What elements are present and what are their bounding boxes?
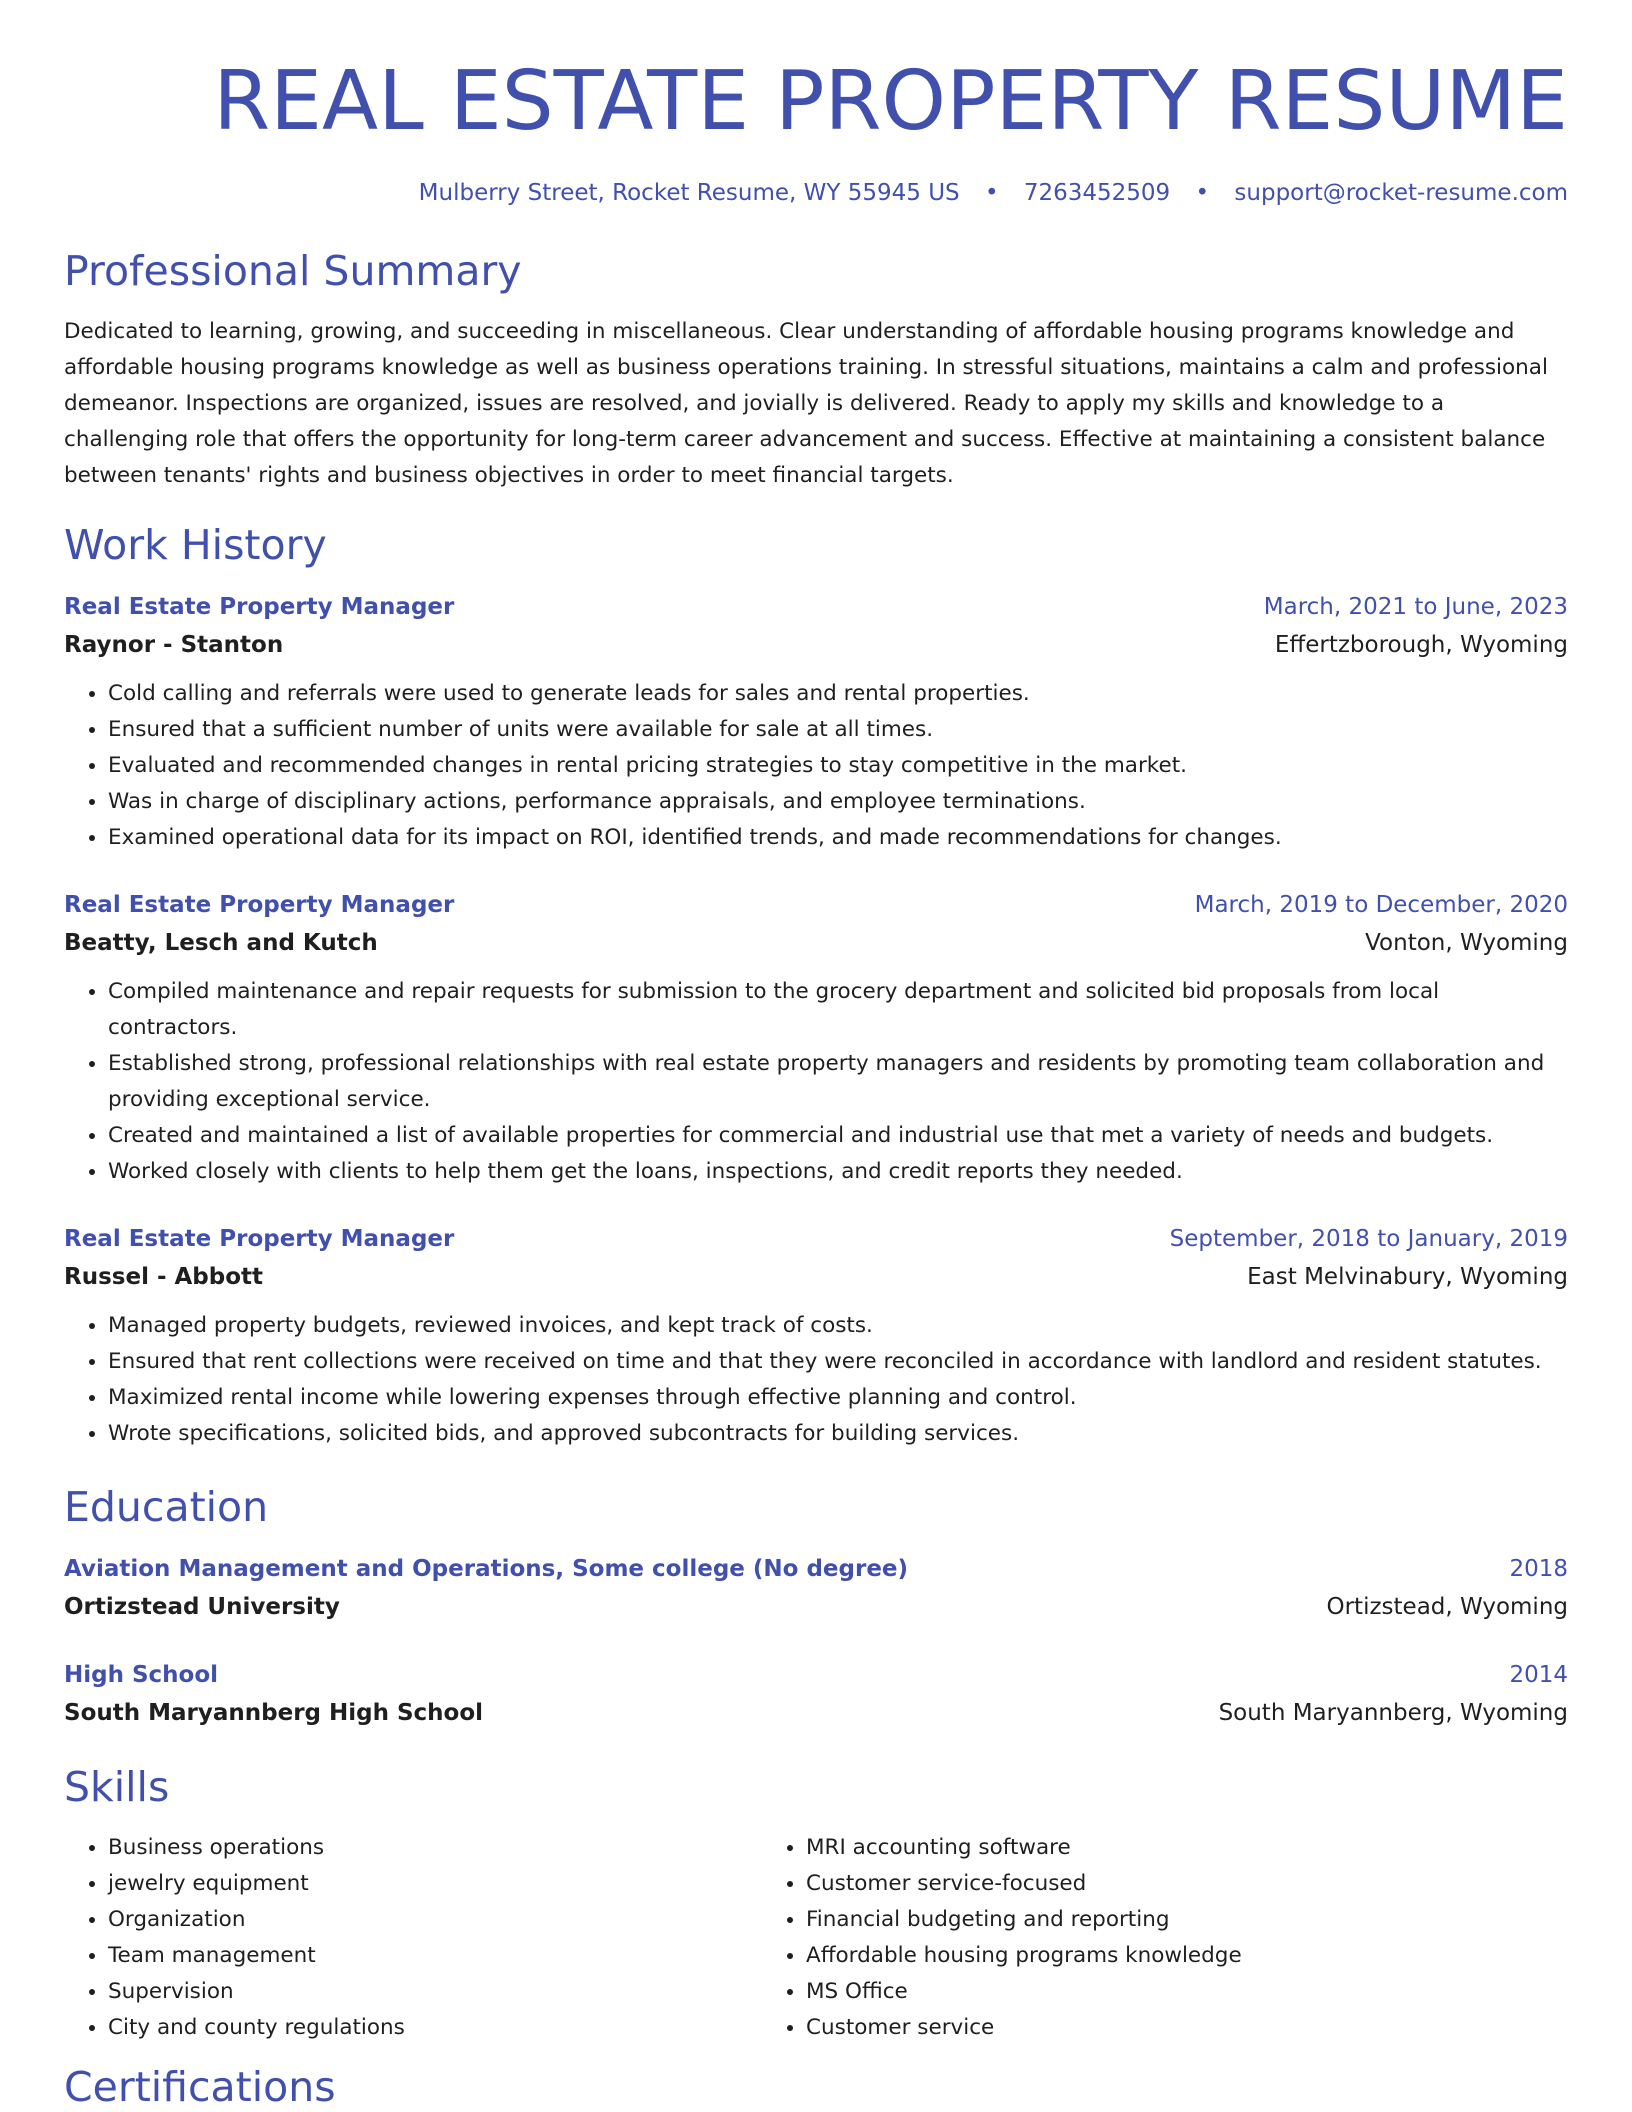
skill-item: • Organization [108,1902,762,1938]
education-year: 2018 [1509,1556,1568,1582]
education-degree: Aviation Management and Operations, Some college (No degree) [64,1556,909,1582]
education-school-row [64,1588,1568,1626]
job-company: Raynor - Stanton [64,632,284,658]
job-entry [64,1220,1568,1452]
job-bullet: • Cold calling and referrals were used to generate leads for sales and rental properties. [108,676,1568,712]
job-bullet: • Evaluated and recommended changes in rental pricing strategies to stay competitive in the market. [108,748,1568,784]
job-role: Real Estate Property Manager [64,892,455,918]
job-company: Beatty, Lesch and Kutch [64,930,378,956]
address-text: Mulberry Street, Rocket Resume, WY 55945 US [418,180,960,206]
contact-separator: • [984,180,999,206]
job-bullet: • Created and maintained a list of available properties for commercial and industrial use that met a variety of needs and budgets. [108,1118,1568,1154]
education-degree: High School [64,1662,219,1688]
skills-column-right [762,1830,1460,2046]
contact-line [64,178,1568,208]
summary-text: Dedicated to learning, growing, and succeeding in miscellaneous. Clear understanding of affordable housing programs knowledge and affordable housing programs knowledge as well as business operations training. In stressful situations, maintains a calm and professional demeanor. Inspections are organized, issues are resolved, and jovially is delivered. Ready to apply my skills and knowledge to a challenging role that offers the opportunity for long-term career advancement and success. Effective at maintaining a consistent balance between tenants' rights and business objectives in order to meet financial targets. [64,319,1548,488]
skill-item: • MS Office [806,1974,1460,2010]
job-location: East Melvinabury, Wyoming [1247,1264,1568,1290]
education-heading: Education [64,1483,269,1531]
education-school: South Maryannberg High School [64,1700,484,1726]
job-role: Real Estate Property Manager [64,594,455,620]
skill-item: • City and county regulations [108,2010,762,2046]
job-bullet: • Wrote specifications, solicited bids, and approved subcontracts for building services. [108,1416,1568,1452]
education-school-row [64,1694,1568,1732]
education-entry [64,1550,1568,1626]
skill-item: • Supervision [108,1974,762,2010]
job-dates: September, 2018 to January, 2019 [1169,1226,1568,1252]
job-bullet: • Managed property budgets, reviewed invoices, and kept track of costs. [108,1308,1568,1344]
job-location: Vonton, Wyoming [1365,930,1568,956]
contact-separator: • [1195,180,1210,206]
job-bullets [64,676,1568,856]
job-bullet: • Worked closely with clients to help them get the loans, inspections, and credit reports they needed. [108,1154,1568,1190]
email-link[interactable]: support@rocket-resume.com [1234,180,1568,206]
skill-item: • jewelry equipment [108,1866,762,1902]
education-entry [64,1656,1568,1732]
job-bullet: • Ensured that a sufficient number of units were available for sale at all times. [108,712,1568,748]
job-org [64,924,1568,962]
job-bullet: • Established strong, professional relationships with real estate property managers and residents by promoting team collaboration and providing exceptional service. [108,1046,1568,1118]
job-org [64,1258,1568,1296]
job-header [64,886,1568,924]
work-history-heading: Work History [64,521,327,569]
job-header [64,1220,1568,1258]
certifications-heading: Certifications [64,2063,336,2111]
job-header [64,588,1568,626]
job-bullet: • Maximized rental income while lowering expenses through effective planning and control. [108,1380,1568,1416]
skills-heading: Skills [64,1763,170,1811]
job-location: Effertzborough, Wyoming [1274,632,1568,658]
resume-page [64,0,1568,2112]
job-bullet: • Compiled maintenance and repair requests for submission to the grocery department and solicited bid proposals from local contractors. [108,974,1568,1046]
phone-text: 7263452509 [1023,180,1171,206]
job-bullets [64,1308,1568,1452]
education-year: 2014 [1509,1662,1568,1688]
job-bullets [64,974,1568,1190]
job-org [64,626,1568,664]
job-role: Real Estate Property Manager [64,1226,455,1252]
skill-item: • Financial budgeting and reporting [806,1902,1460,1938]
education-location: Ortizstead, Wyoming [1326,1594,1568,1620]
skill-item: • Customer service-focused [806,1866,1460,1902]
job-entry [64,886,1568,1190]
skills-column-left [64,1830,762,2046]
resume-title: REAL ESTATE PROPERTY RESUME [213,54,1568,149]
skills-list [64,1830,1568,2046]
job-bullet: • Examined operational data for its impact on ROI, identified trends, and made recommendations for changes. [108,820,1568,856]
job-entry [64,588,1568,856]
education-school: Ortizstead University [64,1594,340,1620]
job-dates: March, 2019 to December, 2020 [1194,892,1568,918]
job-dates: March, 2021 to June, 2023 [1263,594,1568,620]
job-bullet: • Was in charge of disciplinary actions, performance appraisals, and employee terminations. [108,784,1568,820]
skill-item: • Team management [108,1938,762,1974]
education-header [64,1550,1568,1588]
education-location: South Maryannberg, Wyoming [1218,1700,1568,1726]
skill-item: • MRI accounting software [806,1830,1460,1866]
education-header [64,1656,1568,1694]
job-bullet: • Ensured that rent collections were received on time and that they were reconciled in accordance with landlord and resident statutes. [108,1344,1568,1380]
skill-item: • Affordable housing programs knowledge [806,1938,1460,1974]
skill-item: • Business operations [108,1830,762,1866]
job-company: Russel - Abbott [64,1264,264,1290]
skill-item: • Customer service [806,2010,1460,2046]
summary-heading: Professional Summary [64,247,522,295]
